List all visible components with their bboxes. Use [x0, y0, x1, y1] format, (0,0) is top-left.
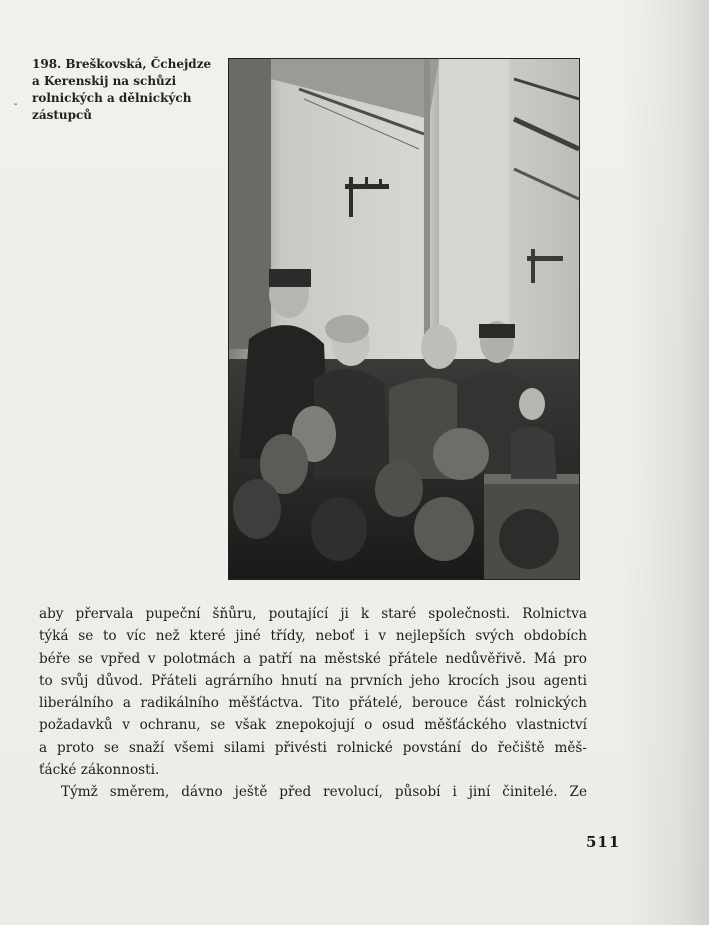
caption-line: zástupců	[32, 108, 93, 122]
text-line: a proto se snaží všemi silami přivésti rolnické povstání do řečiště měš-	[39, 739, 587, 756]
margin-mark: -	[14, 99, 18, 110]
text-line: ťácké zákonnosti.	[39, 762, 160, 779]
text-line: liberálního a radikálního měšťáctva. Tito přátelé, berouce část rolnických	[39, 695, 587, 712]
caption-line: rolnických a dělnických	[32, 91, 192, 105]
body-text	[39, 603, 587, 804]
caption-line: a Kerenskij na schůzi	[32, 74, 177, 88]
text-line: týká se to víc než které jiné třídy, neboť i v nejlepších svých obdobích	[39, 628, 587, 645]
text-line: to svůj důvod. Přáteli agrárního hnutí na prvních jeho krocích jsou agenti	[39, 672, 587, 689]
figure-caption	[32, 56, 222, 124]
text-line: Týmž směrem, dávno ještě před revolucí, působí i jiní činitelé. Ze	[61, 784, 587, 801]
caption-line: 198. Breškovská, Čchejdze	[32, 57, 212, 71]
text-line: aby přervala pupeční šňůru, poutající ji k staré společnosti. Rolnictva	[39, 606, 587, 622]
text-line: béře se vpřed v polotmách a patří na městské přátele nedůvěřivě. Má pro	[39, 650, 587, 667]
photo-scene	[229, 59, 579, 579]
page-number: 511	[586, 833, 621, 851]
historical-photograph	[228, 58, 580, 580]
text-line: požadavků v ochranu, se však znepokojují o osud měšťáckého vlastnictví	[39, 717, 587, 734]
